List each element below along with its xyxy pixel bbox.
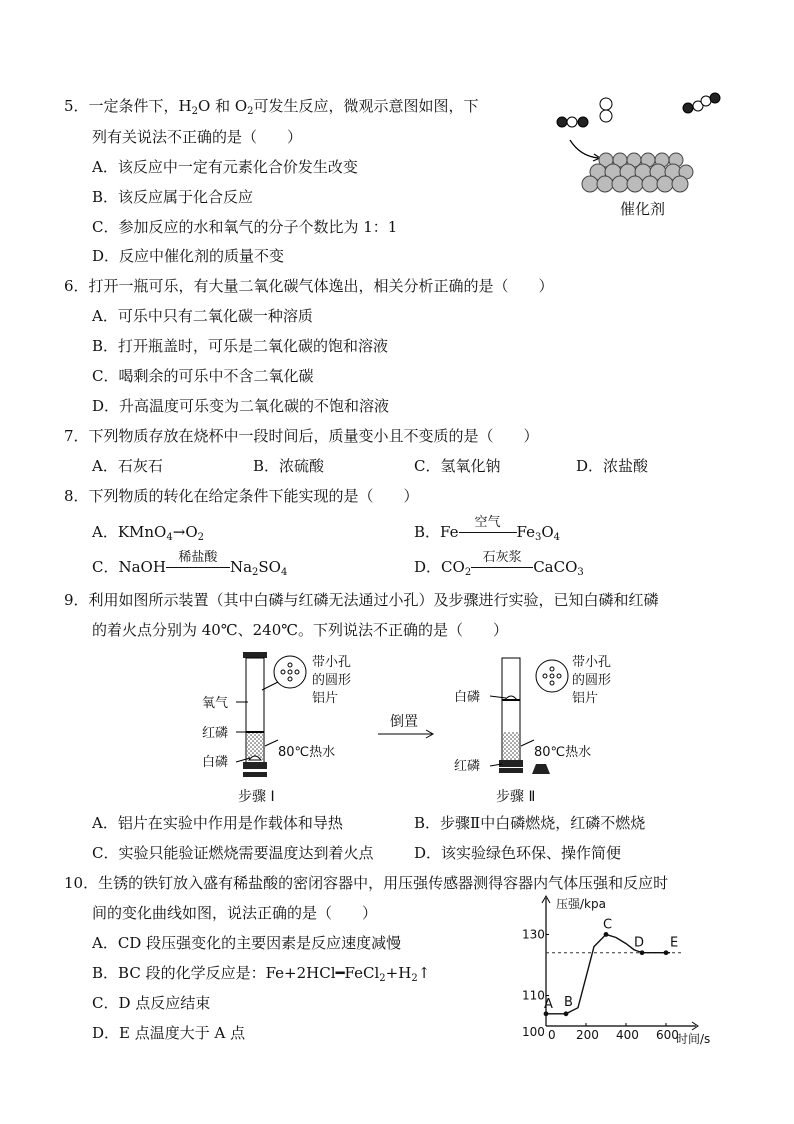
q9-label-disc1-a: 带小孔 (312, 655, 352, 670)
q10-pressure-chart (520, 890, 730, 1050)
q6-option-a: A．可乐中只有二氧化碳一种溶质 (92, 307, 313, 325)
q5-option-b: B．该反应属于化合反应 (92, 188, 254, 206)
q5-option-d: D．反应中催化剂的质量不变 (92, 247, 285, 265)
q9-apparatus-figure (190, 646, 630, 808)
q8-stem: 8．下列物质的转化在给定条件下能实现的是（ ） (64, 487, 419, 505)
q8-option-c: C．NaOH 稀盐酸 $Na_2SO_4$ (92, 550, 288, 578)
q10-stem-line2: 间的变化曲线如图，说法正确的是（ ） (92, 904, 378, 922)
q9-label-water-1: 80℃热水 (278, 745, 336, 760)
q5-option-c: C．参加反应的水和氧气的分子个数比为 1：1 (92, 218, 398, 236)
q9-stem-line1: 9．利用如图所示装置（其中白磷与红磷无法通过小孔）及步骤进行实验，已知白磷和红磷 (64, 591, 659, 609)
point-A (544, 1011, 549, 1016)
q9-label-disc2-c: 铝片 (572, 691, 599, 706)
q9-label-white-p-2: 白磷 (454, 690, 481, 705)
point-label-E: E (670, 935, 679, 951)
q9-option-a: A．铝片在实验中作用是作载体和导热 (92, 814, 343, 832)
q8-b-reaction-arrow: 空气 (459, 516, 517, 533)
q9-label-water-2: 80℃热水 (534, 745, 592, 760)
q8-c-reaction-arrow: 稀盐酸 (166, 551, 230, 568)
q7-option-d: D．浓盐酸 (576, 457, 649, 475)
point-label-B: B (564, 994, 573, 1010)
point-label-D: D (634, 935, 645, 951)
point-D (640, 950, 645, 955)
q10-option-c: C．D 点反应结束 (92, 994, 211, 1012)
x-axis-label: 时间/s (676, 1032, 711, 1046)
q9-label-red-p-2: 红磷 (454, 759, 481, 774)
q5-stem-line1: 5．一定条件下，$H_2O$ 和 $O_2$可发生反应，微观示意图如图，下 (64, 97, 479, 117)
q7-stem: 7．下列物质存放在烧杯中一段时间后，质量变小且不变质的是（ ） (64, 427, 539, 445)
q8-option-d: D．$CO_2$ 石灰浆 CaCO$_3$ (414, 550, 584, 578)
q10-option-d: D．E 点温度大于 A 点 (92, 1024, 246, 1042)
q6-option-d: D．升高温度可乐变为二氧化碳的不饱和溶液 (92, 397, 390, 415)
catalyst-molecule-figure (540, 92, 730, 222)
point-C (604, 932, 609, 937)
catalyst-label: 催化剂 (620, 200, 666, 218)
x-tick-label-0: 0 (548, 1028, 556, 1042)
q6-stem: 6．打开一瓶可乐，有大量二氧化碳气体逸出，相关分析正确的是（ ） (64, 277, 554, 295)
q7-option-a: A．石灰石 (92, 457, 163, 475)
q9-option-d: D．该实验绿色环保、操作简便 (414, 844, 622, 862)
q8-option-a: A．$KMnO_4\to O_2$ (92, 523, 204, 543)
y-tick-label-110: 110 (522, 988, 545, 1003)
q9-label-step1: 步骤 I (238, 789, 275, 805)
y-axis-label: 压强/kpa (556, 897, 606, 911)
q6-option-c: C．喝剩余的可乐中不含二氧化碳 (92, 367, 314, 385)
point-B (564, 1011, 569, 1016)
q9-label-invert: 倒置 (390, 714, 418, 730)
point-label-A: A (544, 996, 553, 1012)
q9-stem-line2: 的着火点分别为 40℃、240℃。下列说法不正确的是（ ） (92, 621, 509, 639)
y-tick-label-100: 100 (522, 1025, 545, 1039)
q9-label-disc1-b: 的圆形 (312, 673, 352, 688)
x-tick-label-200: 200 (576, 1028, 599, 1042)
q9-label-step2: 步骤 Ⅱ (496, 789, 536, 805)
q9-option-c: C．实验只能验证燃烧需要温度达到着火点 (92, 844, 374, 862)
q8-d-reaction-arrow: 石灰浆 (471, 551, 533, 568)
q9-label-disc2-a: 带小孔 (572, 655, 612, 670)
q7-option-b: B．浓硫酸 (253, 457, 325, 475)
y-tick-label-130: 130 (522, 927, 545, 942)
point-E (664, 950, 669, 955)
q10-stem-line1: 10．生锈的铁钉放入盛有稀盐酸的密闭容器中，用压强传感器测得容器内气体压强和反应时 (64, 874, 669, 892)
q6-option-b: B．打开瓶盖时，可乐是二氧化碳的饱和溶液 (92, 337, 389, 355)
q10-option-b: B．BC 段的化学反应是：$Fe+2HCl━FeCl_2+H_2↑$ (92, 964, 431, 984)
q9-option-b: B．步骤Ⅱ中白磷燃烧，红磷不燃烧 (414, 814, 646, 832)
q5-stem-line2: 列有关说法不正确的是（ ） (92, 128, 303, 146)
q7-option-c: C．氢氧化钠 (414, 457, 501, 475)
q9-label-white-p-1: 白磷 (202, 755, 229, 770)
q8-option-b: B．Fe 空气 $Fe_3O_4$ (414, 515, 561, 543)
q9-label-red-p-1: 红磷 (202, 726, 229, 741)
q5-option-a: A．该反应中一定有元素化合价发生改变 (92, 158, 358, 176)
q9-label-oxygen: 氧气 (202, 696, 229, 711)
x-tick-label-600: 600 (656, 1028, 679, 1042)
point-label-C: C (603, 917, 613, 933)
q9-label-disc1-c: 铝片 (312, 691, 339, 706)
q10-option-a: A．CD 段压强变化的主要因素是反应速度减慢 (92, 934, 402, 952)
x-tick-label-400: 400 (616, 1028, 639, 1042)
q9-label-disc2-b: 的圆形 (572, 673, 612, 688)
